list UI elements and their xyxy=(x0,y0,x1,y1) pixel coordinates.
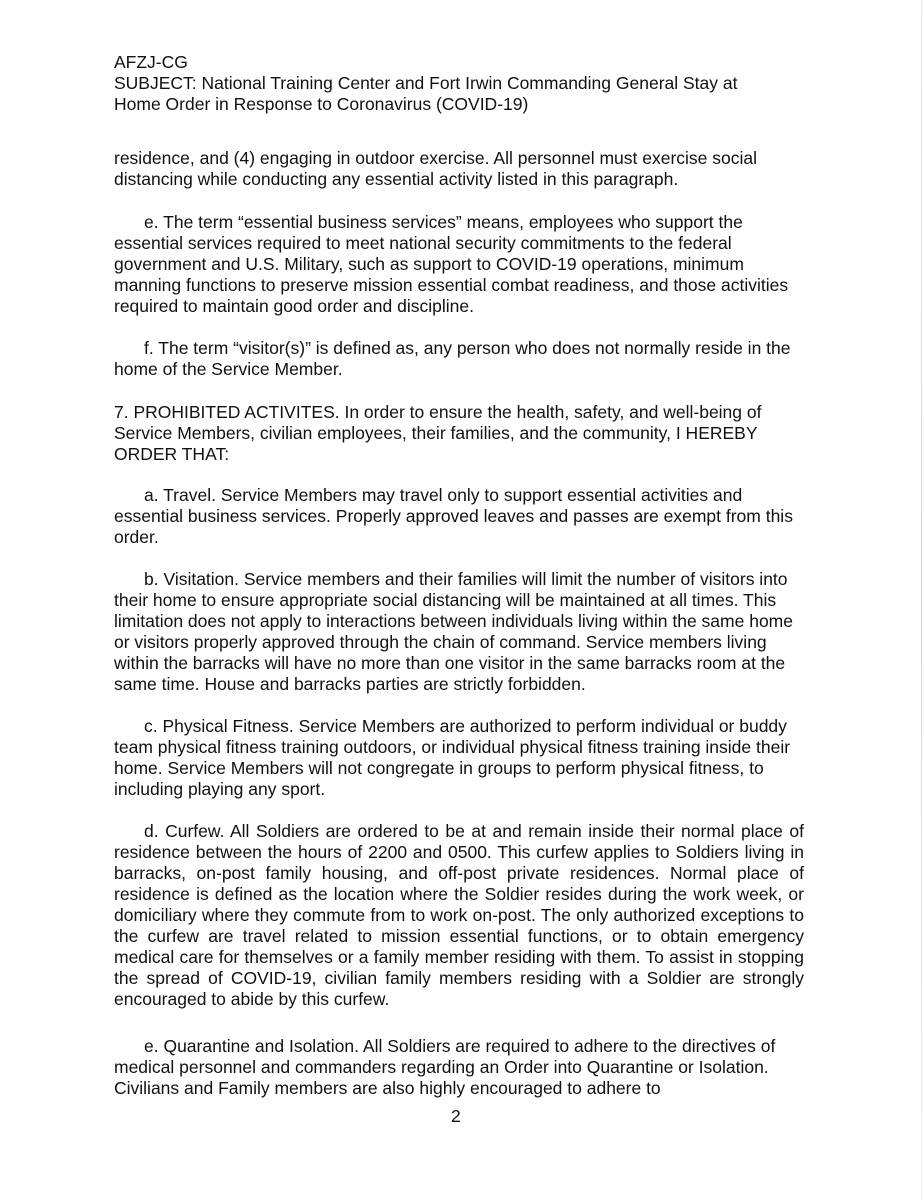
page-number: 2 xyxy=(451,1106,461,1126)
subject-line-1: SUBJECT: National Training Center and Fort Irwin Commanding General Stay at xyxy=(114,73,738,93)
item-d-curfew-paragraph: d. Curfew. All Soldiers are ordered to be at and remain inside their normal place of residence between the hours of 2200 and 0500. This curfew applies to Soldiers living in barracks, on-post family housing, and off-post private residences. Normal place of residence is defined as the location where the Soldier resides during the work week, or domiciliary where they commute from to work on-post. The only authorized exceptions to the curfew are travel related to mission essential functions, or to obtain emergency medical care for themselves or a family member residing with them. To assist in stopping the spread of COVID-19, civilian family members residing with a Soldier are strongly encouraged to abide by this curfew. xyxy=(114,821,804,1009)
memo-header xyxy=(114,52,804,115)
office-symbol: AFZJ-CG xyxy=(114,52,188,72)
continuation-paragraph: residence, and (4) engaging in outdoor exercise. All personnel must exercise social distancing while conducting any essential activity listed in this paragraph. xyxy=(114,148,757,189)
subject-line-2: Home Order in Response to Coronavirus (COVID-19) xyxy=(114,94,529,114)
scan-edge-line xyxy=(921,0,922,1200)
item-e-quarantine-paragraph: e. Quarantine and Isolation. All Soldiers are required to adhere to the directives of medical personnel and commanders regarding an Order into Quarantine or Isolation. Civilians and Family members are also highly encouraged to adhere to xyxy=(114,1036,776,1098)
definition-e-paragraph: e. The term “essential business services” means, employees who support the essential services required to meet national security commitments to the federal government and U.S. Military, such as support to COVID-19 operations, minimum manning functions to preserve mission essential combat readiness, and those activities required to maintain good order and discipline. xyxy=(114,212,789,316)
section-7-paragraph: 7. PROHIBITED ACTIVITES. In order to ensure the health, safety, and well-being of Service Members, civilian employees, their families, and the community, I HEREBY ORDER THAT: xyxy=(114,402,762,464)
item-a-travel-paragraph: a. Travel. Service Members may travel only to support essential activities and essential business services. Properly approved leaves and passes are exempt from this order. xyxy=(114,485,793,547)
definition-f-paragraph: f. The term “visitor(s)” is defined as, any person who does not normally reside in the home of the Service Member. xyxy=(114,338,791,379)
item-b-visitation-paragraph: b. Visitation. Service members and their families will limit the number of visitors into their home to ensure appropriate social distancing will be maintained at all times. This limitation does not apply to interactions between individuals living within the same home or visitors properly approved through the chain of command. Service members living within the barracks will have no more than one visitor in the same barracks room at the same time. House and barracks parties are strictly forbidden. xyxy=(114,569,793,694)
item-c-physical-fitness-paragraph: c. Physical Fitness. Service Members are authorized to perform individual or buddy team physical fitness training outdoors, or individual physical fitness training inside their home. Service Members will not congregate in groups to perform physical fitness, to including playing any sport. xyxy=(114,716,791,799)
